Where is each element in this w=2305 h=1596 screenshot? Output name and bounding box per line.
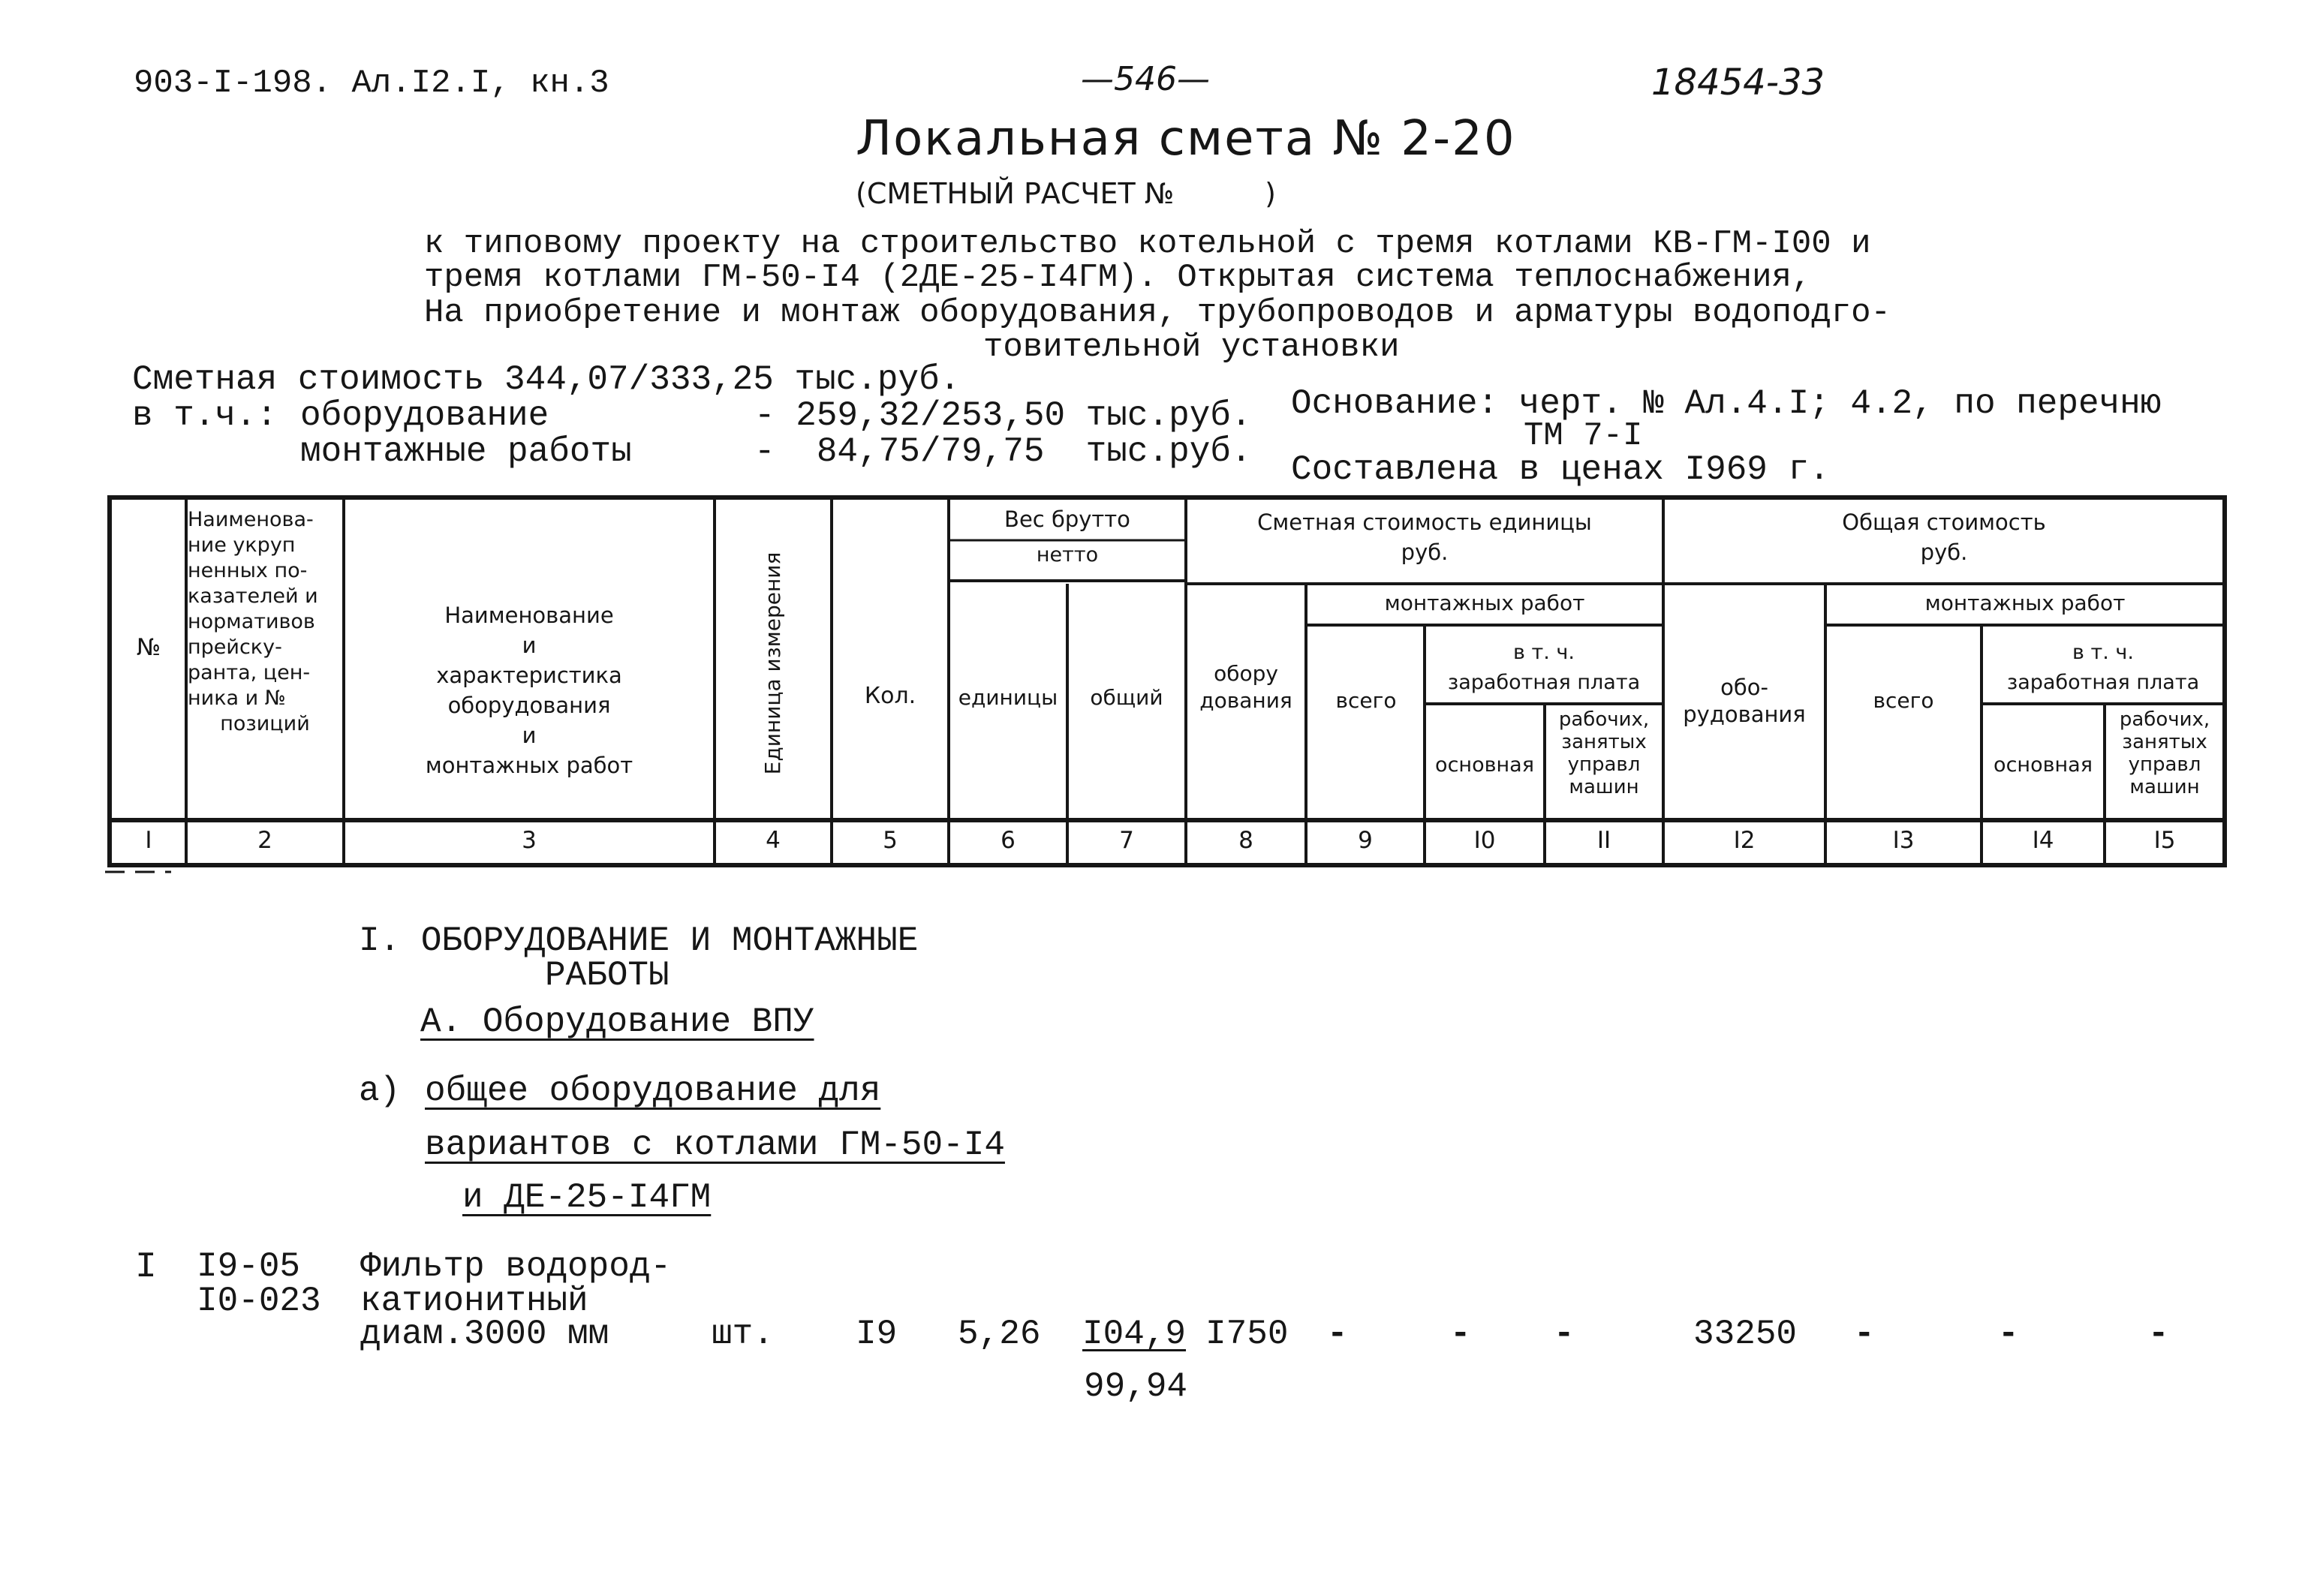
subsection-a-line-1: общее оборудование для — [425, 1072, 881, 1111]
name-header-line: и — [522, 723, 537, 748]
machine-workers-line: машин — [2129, 776, 2200, 798]
machine-workers-line: рабочих, — [2119, 708, 2210, 731]
col-header-unit-cost — [1187, 507, 1662, 567]
col-number: 3 — [522, 827, 537, 854]
row-equipment-total: 33250 — [1693, 1315, 1798, 1354]
wage-line: заработная плата — [1447, 671, 1641, 694]
page-title: Локальная смета № 2-20 — [856, 111, 1516, 167]
machine-workers-line: занятых — [2122, 731, 2207, 753]
equipment-cost-label: оборудование — [300, 396, 549, 435]
row-machine-wage: - — [1554, 1315, 1575, 1354]
machine-workers-line: занятых — [1561, 731, 1647, 753]
col-number: I3 — [1892, 827, 1915, 854]
wage-line: заработная плата — [2006, 671, 2200, 694]
col-header-norm-code — [188, 507, 342, 737]
col-header-basic-wage-2: основная — [1994, 753, 2093, 777]
norm-code-line: ранта, цен- — [188, 661, 311, 684]
total-cost-line: руб. — [1920, 540, 1968, 565]
col-header-equipment-unit — [1187, 660, 1304, 714]
machine-workers-line: рабочих, — [1558, 708, 1650, 731]
subtitle: (СМЕТНЫЙ РАСЧЕТ № ) — [856, 177, 1276, 210]
col-number: 9 — [1358, 827, 1373, 854]
col-header-install-total-2: всего — [1873, 688, 1934, 713]
col-header-basic-wage: основная — [1435, 753, 1534, 777]
subsection-a-line-2: вариантов с котлами ГМ-50-I4 — [425, 1126, 1005, 1165]
col-header-weight-total: общий — [1090, 685, 1163, 710]
name-header-line: Наименование — [444, 603, 614, 628]
unit-cost-line: руб. — [1401, 540, 1449, 565]
equipment-unit-line: обору — [1214, 661, 1278, 686]
row-quantity: I9 — [856, 1315, 898, 1354]
norm-code-line: казателей и — [188, 585, 318, 608]
col-number: I4 — [2032, 827, 2054, 854]
basis-line-2: ТМ 7-I — [1524, 417, 1643, 455]
col-number: 8 — [1238, 827, 1253, 854]
col-header-weight-unit: единицы — [958, 685, 1058, 710]
col-number: 2 — [257, 827, 272, 854]
col-header-total-cost — [1665, 507, 2223, 567]
col-header-install-works-2: монтажных работ — [1924, 591, 2126, 615]
total-cost-value: 344,07/333,25 тыс.руб. — [504, 360, 961, 399]
incl-label: в т.ч.: — [132, 396, 278, 435]
row-machine-wage-2: - — [2148, 1315, 2169, 1354]
col-header-machine-workers-2 — [2106, 708, 2223, 798]
equipment-unit-line: дования — [1199, 688, 1292, 713]
section-title: I. ОБОРУДОВАНИЕ И МОНТАЖНЫЕ — [359, 921, 919, 960]
row-weight-unit: 5,26 — [958, 1315, 1041, 1354]
equipment-total-line: рудования — [1683, 702, 1806, 727]
name-header-line: и — [522, 633, 537, 658]
norm-code-line: ненных по- — [188, 559, 308, 582]
col-header-name — [345, 600, 713, 780]
section-title-continued: РАБОТЫ — [545, 956, 670, 995]
col-number: I0 — [1473, 827, 1496, 854]
description-line-4: товительной установки — [983, 329, 1400, 366]
norm-code-line: нормативов — [188, 610, 315, 633]
col-header-wage-2 — [1983, 638, 2223, 698]
basis-line-3: Составлена в ценах I969 г. — [1291, 450, 1830, 489]
row-weight-net: 99,94 — [1084, 1367, 1188, 1406]
row-equipment-unit-cost: I750 — [1205, 1315, 1289, 1354]
installation-cost-label: монтажные работы — [300, 432, 632, 471]
description-line-3: На приобретение и монтаж оборудования, трубопроводов и арматуры водоподго- — [424, 294, 1891, 332]
document-reference: 903-I-198. Ал.I2.I, кн.3 — [134, 65, 609, 102]
col-header-quantity: Кол. — [864, 683, 916, 709]
col-header-machine-workers — [1546, 708, 1662, 798]
machine-workers-line: машин — [1569, 776, 1639, 798]
page-number: —546— — [1081, 60, 1210, 98]
row-code-2: I0-023 — [197, 1282, 321, 1321]
unit-cost-line: Сметная стоимость единицы — [1257, 509, 1592, 535]
subsection-a-line-3: и ДЕ-25-I4ГМ — [462, 1178, 712, 1217]
col-number: II — [1596, 827, 1611, 854]
subsection-a-heading: А. Оборудование ВПУ — [420, 1002, 814, 1041]
total-cost-label: Сметная стоимость — [132, 360, 485, 399]
name-header-line: характеристика — [436, 663, 622, 688]
name-header-line: оборудования — [447, 693, 611, 718]
col-number: I5 — [2153, 827, 2176, 854]
row-code-1: I9-05 — [197, 1247, 301, 1286]
basis-line-1: Основание: черт. № Ал.4.I; 4.2, по перечню — [1291, 384, 2162, 423]
col-number: I — [145, 827, 152, 854]
norm-code-line: ника и № — [188, 687, 286, 710]
wage-line: в т. ч. — [1513, 641, 1575, 664]
row-install-total: - — [1327, 1315, 1348, 1354]
col-header-weight-gross: Вес брутто — [1004, 506, 1130, 532]
norm-code-line: ние укруп — [188, 534, 296, 557]
row-basic-wage: - — [1450, 1315, 1471, 1354]
row-name-1: Фильтр водород- — [360, 1247, 672, 1286]
col-number: 5 — [883, 827, 898, 854]
row-unit: шт. — [712, 1315, 774, 1354]
col-number: 6 — [1001, 827, 1016, 854]
col-header-install-works: монтажных работ — [1384, 591, 1585, 615]
norm-code-line: Наименова- — [188, 508, 314, 531]
col-number: 7 — [1119, 827, 1134, 854]
machine-workers-line: управл — [1567, 753, 1641, 776]
col-header-unit: Единица измерения — [760, 552, 785, 775]
col-header-number: № — [136, 634, 161, 661]
col-header-weight-net: нетто — [1036, 543, 1099, 567]
row-name-2: катионитный — [360, 1282, 588, 1321]
description-line-2: тремя котлами ГМ-50-I4 (2ДЕ-25-I4ГМ). Открытая система теплоснабжения, — [424, 259, 1812, 296]
col-header-equipment-total — [1665, 674, 1824, 728]
row-install-total-2: - — [1854, 1315, 1875, 1354]
row-weight-total: I04,9 — [1082, 1315, 1187, 1354]
col-number: I2 — [1733, 827, 1756, 854]
norm-code-line: позиций — [220, 712, 310, 735]
machine-workers-line: управл — [2128, 753, 2201, 776]
equipment-total-line: обо- — [1720, 675, 1768, 700]
col-header-install-total: всего — [1335, 688, 1397, 713]
archive-number: 18454-33 — [1651, 62, 1825, 104]
wage-line: в т. ч. — [2072, 641, 2134, 664]
col-number: 4 — [766, 827, 781, 854]
row-basic-wage-2: - — [1998, 1315, 2019, 1354]
row-number: I — [135, 1247, 157, 1288]
equipment-cost-value: - 259,32/253,50 тыс.руб. — [754, 396, 1252, 435]
norm-code-line: прейску- — [188, 636, 282, 659]
installation-cost-value: - 84,75/79,75 тыс.руб. — [754, 432, 1252, 471]
description-line-1: к типовому проекту на строительство котельной с тремя котлами КВ-ГМ-I00 и — [424, 225, 1871, 263]
col-header-wage — [1426, 638, 1662, 698]
name-header-line: монтажных работ — [425, 753, 633, 778]
subsection-a-prefix: а) — [359, 1072, 401, 1111]
row-name-3: диам.3000 мм — [360, 1315, 609, 1354]
total-cost-line: Общая стоимость — [1842, 509, 2046, 535]
